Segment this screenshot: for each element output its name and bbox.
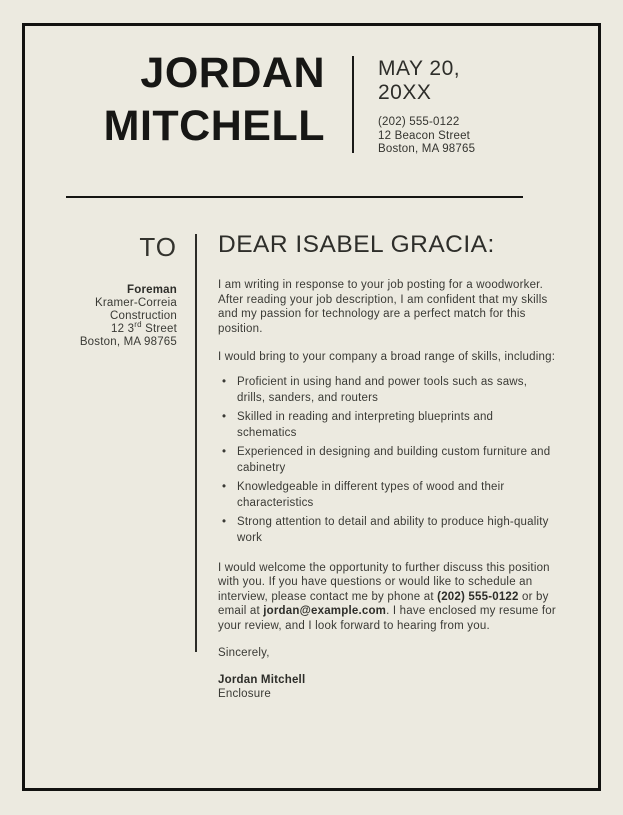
skill-item: • Proficient in using hand and power tools such as saws, drills, sanders, and routers xyxy=(218,374,556,407)
skill-item: • Strong attention to detail and ability to produce high-quality work xyxy=(218,514,556,547)
skills-intro-paragraph: I would bring to your company a broad range of skills, including: xyxy=(218,351,556,363)
letter-date-line2: 20XX xyxy=(378,81,432,104)
applicant-name-line1: JORDAN xyxy=(140,49,325,97)
recipient-street-ordinal: rd xyxy=(134,320,142,330)
salutation: DEAR ISABEL GRACIA: xyxy=(218,231,495,258)
letter-date-line1: MAY 20, xyxy=(378,57,461,80)
closing-text-3: . I have enclosed my resume for your review, and I look forward to hearing from you. xyxy=(218,605,556,632)
signature-name: Jordan Mitchell xyxy=(218,673,306,686)
to-label: TO xyxy=(139,232,177,262)
closing-text-2: or by email at xyxy=(218,590,549,617)
recipient-city: Boston, MA 98765 xyxy=(79,336,177,348)
recipient-street-number: 12 3 xyxy=(111,323,135,335)
closing-text-1: I would welcome the opportunity to further discuss this position with you. If you have questions or would like to schedule an interview, please contact me by phone at xyxy=(218,561,550,603)
skill-item: • Knowledgeable in different types of wood and their characteristics xyxy=(218,479,556,512)
header-horizontal-rule xyxy=(66,196,523,198)
applicant-name xyxy=(55,47,325,153)
applicant-city: Boston, MA 98765 xyxy=(378,143,476,155)
letter-body xyxy=(218,231,556,702)
recipient-block xyxy=(38,234,177,349)
skill-item: • Experienced in designing and building custom furniture and cabinetry xyxy=(218,444,556,477)
signoff: Sincerely, xyxy=(218,647,270,659)
recipient-company-line2: Construction xyxy=(110,310,177,322)
applicant-name-line2: MITCHELL xyxy=(103,102,325,150)
recipient-role: Foreman xyxy=(127,284,177,296)
intro-paragraph: I am writing in response to your job posting for a woodworker. After reading your job description, I am confident that my skills and my passion for technology are a perfect match for this position. xyxy=(218,279,548,335)
closing-phone: (202) 555-0122 xyxy=(437,590,519,603)
closing-paragraph xyxy=(218,561,556,634)
body-vertical-divider xyxy=(195,234,197,652)
recipient-address xyxy=(38,284,177,349)
applicant-street: 12 Beacon Street xyxy=(378,129,471,142)
recipient-street xyxy=(38,320,177,336)
skill-item: • Skilled in reading and interpreting blueprints and schematics xyxy=(218,409,556,442)
applicant-contact xyxy=(378,116,568,157)
letter-date xyxy=(378,57,558,105)
closing-email: jordan@example.com xyxy=(263,605,387,617)
skills-list xyxy=(218,374,556,547)
header-vertical-divider xyxy=(352,56,354,153)
recipient-company-line1: Kramer-Correia xyxy=(94,297,177,309)
enclosure-note: Enclosure xyxy=(218,688,271,700)
applicant-phone: (202) 555-0122 xyxy=(378,116,460,128)
recipient-street-rest: Street xyxy=(141,323,177,335)
